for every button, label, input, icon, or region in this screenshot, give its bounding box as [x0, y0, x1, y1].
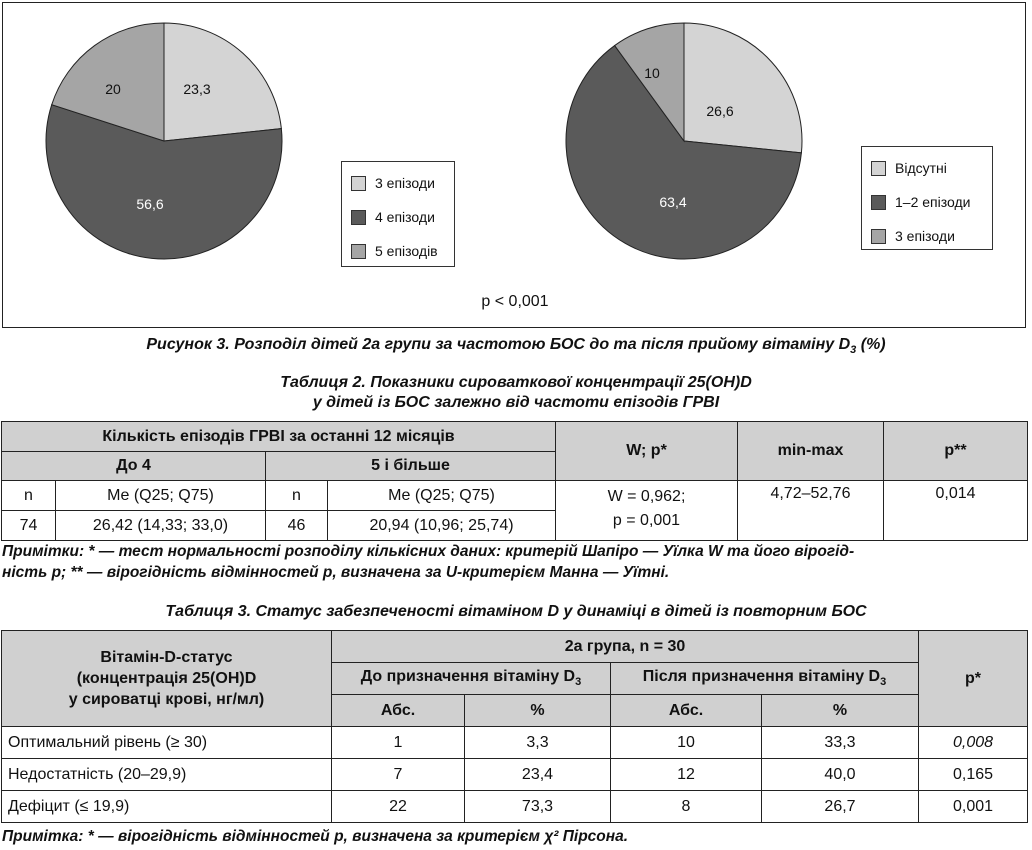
table2-sub-me: Me (Q25; Q75) [56, 481, 266, 511]
figure-caption [0, 336, 1032, 356]
row-pct-before: 23,4 [465, 759, 611, 791]
table2-w-cell [556, 481, 738, 541]
table-row [2, 791, 1028, 823]
row-label: Дефіцит (≤ 19,9) [2, 791, 332, 823]
row-abs-after: 10 [611, 727, 762, 759]
pie-data-label: 63,4 [659, 194, 687, 210]
table3-header-pct: % [762, 695, 919, 727]
row-abs-after: 12 [611, 759, 762, 791]
pie-data-label: 56,6 [136, 196, 164, 212]
pie-slice [684, 23, 802, 153]
row-pct-after: 40,0 [762, 759, 919, 791]
legend-label: 5 епізодів [375, 243, 438, 259]
table2-me2: 20,94 (10,96; 25,74) [328, 511, 556, 541]
table2-note [2, 541, 1030, 583]
row-abs-before: 1 [332, 727, 465, 759]
row-abs-after: 8 [611, 791, 762, 823]
pie-data-label: 26,6 [706, 103, 734, 119]
row-pct-before: 73,3 [465, 791, 611, 823]
legend-item [871, 219, 992, 253]
table3-header-before [332, 663, 611, 695]
legend-item [351, 234, 454, 268]
table2-note-line: Примітки: * — тест нормальності розподілу кількісних даних: критерій Шапіро — Уїлка W та його вірогід- [2, 543, 855, 560]
table2-w-line: W = 0,962; [607, 488, 686, 505]
table2-title [0, 373, 1032, 413]
table2-n2: 46 [266, 511, 328, 541]
row-pct-after: 33,3 [762, 727, 919, 759]
table2-sub-n: n [266, 481, 328, 511]
legend-swatch [871, 161, 886, 176]
pie-data-label: 10 [644, 65, 660, 81]
subscript: 3 [575, 676, 582, 689]
legend-swatch [351, 210, 366, 225]
pie-data-label: 23,3 [183, 81, 211, 97]
table2-n1: 74 [2, 511, 56, 541]
pie-chart-before [46, 23, 282, 259]
pie-slice [164, 23, 281, 141]
table3-header-pct: % [465, 695, 611, 727]
table3-status-line: (концентрація 25(OH)D [76, 670, 257, 687]
table-row [2, 759, 1028, 791]
table3-header-abs: Абс. [611, 695, 762, 727]
legend-swatch [871, 229, 886, 244]
legend-label: 4 епізоди [375, 209, 435, 225]
caption-text: Рисунок 3. Розподіл дітей 2а групи за частотою БОС до та після прийому вітаміну D [146, 336, 851, 353]
table2-sub-me: Me (Q25; Q75) [328, 481, 556, 511]
table2-title-line: Таблиця 2. Показники сироваткової концентрації 25(ОН)D [280, 374, 752, 391]
legend-after [861, 146, 993, 250]
subscript: 3 [880, 676, 887, 689]
table3 [1, 630, 1028, 823]
table2-header-upto4: До 4 [2, 452, 266, 481]
table3-header-group: 2а група, n = 30 [332, 631, 919, 663]
row-pct-before: 3,3 [465, 727, 611, 759]
table2-p-cell: 0,014 [884, 481, 1028, 541]
table2-header-5plus: 5 і більше [266, 452, 556, 481]
table2-minmax-cell: 4,72–52,76 [738, 481, 884, 541]
row-pct-after: 26,7 [762, 791, 919, 823]
header-before-text: До призначення вітаміну D [360, 668, 576, 686]
table2-me1: 26,42 (14,33; 33,0) [56, 511, 266, 541]
legend-item [351, 200, 454, 234]
legend-swatch [871, 195, 886, 210]
figure-p-value: p < 0,001 [481, 293, 549, 310]
table2 [1, 421, 1028, 541]
legend-item [871, 185, 992, 219]
table2-title-line: у дітей із БОС залежно від частоти епізодів ГРВІ [312, 394, 720, 411]
table3-status-line: Вітамін-D-статус [100, 649, 233, 666]
legend-swatch [351, 244, 366, 259]
table2-header-episodes: Кількість епізодів ГРВІ за останні 12 місяців [2, 422, 556, 452]
table3-title: Таблиця 3. Статус забезпеченості вітаміном D у динаміці в дітей із повторним БОС [165, 603, 867, 620]
caption-tail: (%) [856, 336, 886, 353]
row-abs-before: 7 [332, 759, 465, 791]
header-after-text: Після призначення вітаміну D [642, 668, 881, 686]
pie-chart-after [566, 23, 802, 259]
legend-swatch [351, 176, 366, 191]
table3-header-status [2, 631, 332, 727]
legend-label: Відсутні [895, 160, 947, 176]
row-p: 0,008 [919, 727, 1028, 759]
table2-header-p: p** [884, 422, 1028, 481]
row-label: Оптимальний рівень (≥ 30) [2, 727, 332, 759]
legend-item [351, 166, 454, 200]
legend-before [341, 161, 455, 267]
table2-note-line: ність р; ** — вірогідність відмінностей р, визначена за U-критерієм Манна — Уїтні. [2, 564, 670, 581]
table2-header-minmax: min-max [738, 422, 884, 481]
row-p: 0,001 [919, 791, 1028, 823]
table3-header-abs: Абс. [332, 695, 465, 727]
row-label: Недостатність (20–29,9) [2, 759, 332, 791]
legend-label: 3 епізоди [895, 228, 955, 244]
table3-status-line: у сироватці крові, нг/мл) [68, 691, 265, 708]
table2-sub-n: n [2, 481, 56, 511]
legend-label: 3 епізоди [375, 175, 435, 191]
table3-header-after [611, 663, 919, 695]
row-p: 0,165 [919, 759, 1028, 791]
row-abs-before: 22 [332, 791, 465, 823]
table3-header-p: p* [919, 631, 1028, 727]
pie-data-label: 20 [105, 81, 121, 97]
caption-subscript: 3 [850, 344, 857, 357]
legend-item [871, 151, 992, 185]
table-row [2, 727, 1028, 759]
table3-note: Примітка: * — вірогідність відмінностей р, визначена за критерієм χ² Пірсона. [2, 828, 629, 845]
table2-header-w: W; p* [556, 422, 738, 481]
table2-w-line: p = 0,001 [612, 512, 681, 529]
legend-label: 1–2 епізоди [895, 194, 971, 210]
